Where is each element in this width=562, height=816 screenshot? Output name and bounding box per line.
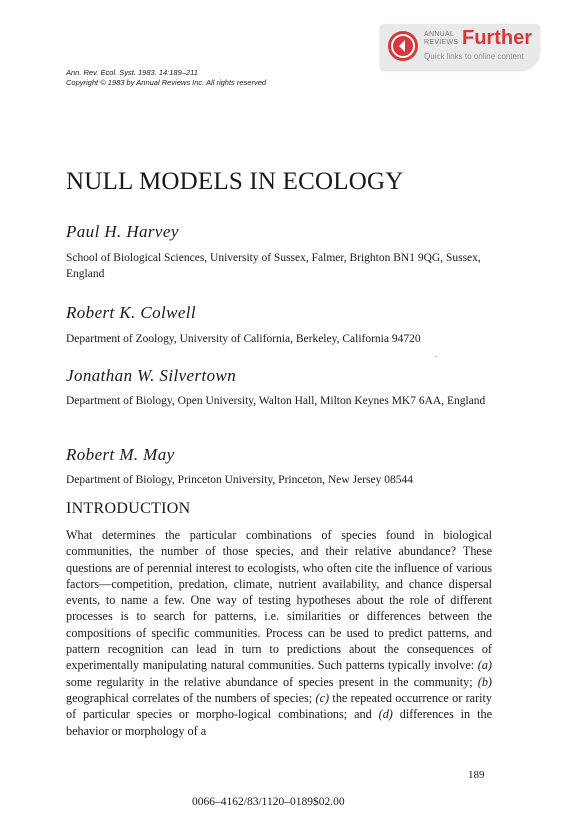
annual-reviews-label: ANNUAL REVIEWS bbox=[424, 31, 459, 46]
author-name-2: Robert K. Colwell bbox=[66, 303, 197, 322]
journal-citation: Ann. Rev. Ecol. Syst. 1983. 14:189–211 bbox=[66, 68, 198, 77]
author-name-3: Jonathan W. Silvertown bbox=[66, 366, 237, 385]
page-number: 189 bbox=[468, 769, 485, 781]
author-name-1: Paul H. Harvey bbox=[66, 222, 179, 241]
paragraph-text-c: the repeated occurrence or rarity of particular species or morpho-logical combinations; and bbox=[66, 690, 493, 722]
paragraph-text-main: What determines the particular combinations of species found in biological communities, the number of those species, and their relative abundance? These questions are of perennial interest to ecologists, who often cite the influence of various factors—competition, predation, climate, nutrient availability, and chance dispersal events, to name a few. One way of testing hypotheses about the role of different processes is to search for patterns, i.e. similarities or differences between the compositions of specific communities. Process can be used to predict patterns, and pattern recognition can lead in turn to predictions about the consequences of experimentally manipulating natural communities. Such patterns typically involve: bbox=[66, 528, 492, 673]
journal-citation-block bbox=[66, 68, 266, 88]
author-name-4: Robert M. May bbox=[66, 445, 175, 464]
further-label: Further bbox=[462, 27, 532, 49]
author-affiliation-3: Department of Biology, Open University, Walton Hall, Milton Keynes MK7 6AA, England bbox=[66, 395, 486, 407]
back-arrow-icon bbox=[388, 31, 418, 61]
introduction-paragraph bbox=[66, 527, 492, 739]
paragraph-text-d: differences in the behavior or morphology of a bbox=[66, 707, 492, 738]
enum-label-a: (a) bbox=[477, 658, 492, 673]
journal-copyright: Copyright © 1983 by Annual Reviews Inc. All rights reserved bbox=[66, 78, 267, 87]
enum-label-d: (d) bbox=[378, 707, 393, 722]
article-title: NULL MODELS IN ECOLOGY bbox=[66, 168, 404, 195]
further-tagline: Quick links to online content bbox=[424, 52, 524, 61]
enum-label-c: (c) bbox=[315, 690, 330, 705]
author-affiliation-1: School of Biological Sciences, University of Sussex, Falmer, Brighton BN1 9QG, Sussex, England bbox=[66, 252, 481, 280]
footer-code: 0066–4162/83/1120–0189$02.00 bbox=[192, 796, 345, 808]
section-heading-introduction: INTRODUCTION bbox=[66, 500, 191, 517]
paragraph-text-a: some regularity in the relative abundance of species present in the community; bbox=[66, 674, 478, 689]
annual-reviews-further-badge[interactable] bbox=[380, 24, 540, 70]
author-affiliation-4: Department of Biology, Princeton University, Princeton, New Jersey 08544 bbox=[66, 474, 413, 486]
author-affiliation-2: Department of Zoology, University of California, Berkeley, California 94720 bbox=[66, 333, 421, 345]
scan-artifact bbox=[435, 356, 437, 357]
enum-label-b: (b) bbox=[477, 674, 492, 689]
paragraph-text-b: geographical correlates of the numbers of species; bbox=[66, 690, 316, 705]
